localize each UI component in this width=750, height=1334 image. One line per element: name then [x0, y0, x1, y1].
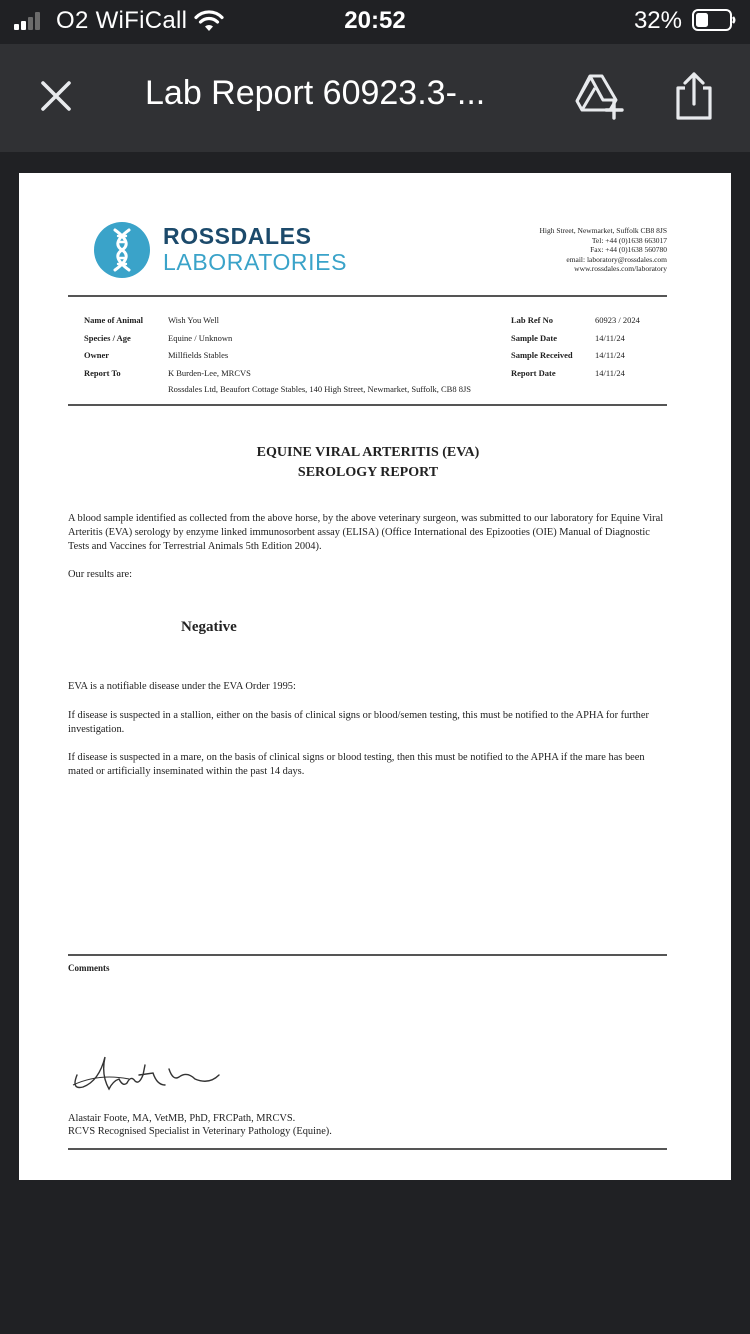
signatory-name: Alastair Foote, MA, VetMB, PhD, FRCPath, MRCVS.	[68, 1113, 296, 1124]
divider	[68, 954, 667, 956]
sample-date-label: Sample Date	[511, 333, 558, 343]
status-bar	[0, 0, 750, 44]
stallion-note: If disease is suspected in a stallion, either on the basis of clinical signs or blood/semen testing, this must be notified to the APHA for further investigation.	[68, 710, 649, 735]
signature-image	[69, 1045, 229, 1097]
sample-received-label: Sample Received	[511, 350, 573, 360]
report-to-value: K Burden-Lee, MRCVS	[168, 368, 251, 378]
close-icon[interactable]	[34, 74, 78, 118]
add-to-drive-icon[interactable]	[572, 70, 624, 122]
name-label: Name of Animal	[84, 315, 144, 325]
intro-paragraph: A blood sample identified as collected from the above horse, by the above veterinary surgeon, was submitted to our laboratory for Equine Viral Arteritis (EVA) serology by enzyme linked immunosorbent assay (ELISA) (Office International des Epizooties (OIE) Manual of Diagnostic Tests and Vaccines for Terrestrial Animals 5th Edition 2004).	[68, 513, 664, 552]
report-to-address: Rossdales Ltd, Beaufort Cottage Stables, 140 High Street, Newmarket, Suffolk, CB8 8JS	[168, 384, 471, 394]
notifiable-note: EVA is a notifiable disease under the EVA Order 1995:	[68, 681, 296, 692]
brand-name-line2: LABORATORIES	[163, 249, 348, 275]
sample-date-value: 14/11/24	[595, 333, 625, 343]
viewer-toolbar	[0, 44, 750, 152]
divider	[68, 1148, 667, 1150]
lab-ref-value: 60923 / 2024	[595, 315, 640, 325]
address-fax: Fax: +44 (0)1638 560780	[590, 245, 667, 254]
share-icon[interactable]	[670, 68, 718, 124]
document-title: Lab Report 60923.3-...	[145, 74, 486, 112]
species-value: Equine / Unknown	[168, 333, 233, 343]
rossdales-logo-icon	[93, 221, 151, 279]
report-to-label: Report To	[84, 368, 121, 378]
report-date-label: Report Date	[511, 368, 556, 378]
report-page	[19, 173, 731, 1180]
signatory	[68, 1112, 332, 1138]
clock: 20:52	[344, 7, 406, 34]
address-street: High Street, Newmarket, Suffolk CB8 8JS	[539, 226, 667, 235]
owner-label: Owner	[84, 350, 110, 360]
report-title-line2: SEROLOGY REPORT	[297, 465, 439, 480]
battery-icon	[692, 9, 736, 31]
lab-address	[539, 226, 667, 274]
mare-note: If disease is suspected in a mare, on the basis of clinical signs or blood testing, then this must be notified to the APHA if the mare has been mated or artificially inseminated within the past 14 days.	[68, 752, 645, 777]
divider	[68, 404, 667, 406]
address-website: www.rossdales.com/laboratory	[574, 264, 667, 273]
report-date-value: 14/11/24	[595, 368, 625, 378]
owner-value: Millfields Stables	[168, 350, 229, 360]
address-tel: Tel: +44 (0)1638 663017	[591, 235, 667, 245]
sample-received-value: 14/11/24	[595, 350, 625, 360]
carrier-label: O2 WiFiCall	[56, 7, 188, 34]
comments-label: Comments	[68, 963, 110, 973]
address-email: email: laboratory@rossdales.com	[566, 254, 667, 264]
brand-name-line1: ROSSDALES	[163, 223, 312, 249]
lab-ref-label: Lab Ref No	[511, 315, 554, 325]
result-value: Negative	[181, 619, 237, 635]
name-value: Wish You Well	[168, 315, 220, 325]
battery-percent: 32%	[633, 7, 682, 34]
species-label: Species / Age	[84, 333, 131, 343]
results-label: Our results are:	[68, 569, 133, 580]
report-title-line1: EQUINE VIRAL ARTERITIS (EVA)	[256, 445, 480, 460]
divider	[68, 295, 667, 297]
signatory-title: RCVS Recognised Specialist in Veterinary Pathology (Equine).	[68, 1126, 332, 1137]
